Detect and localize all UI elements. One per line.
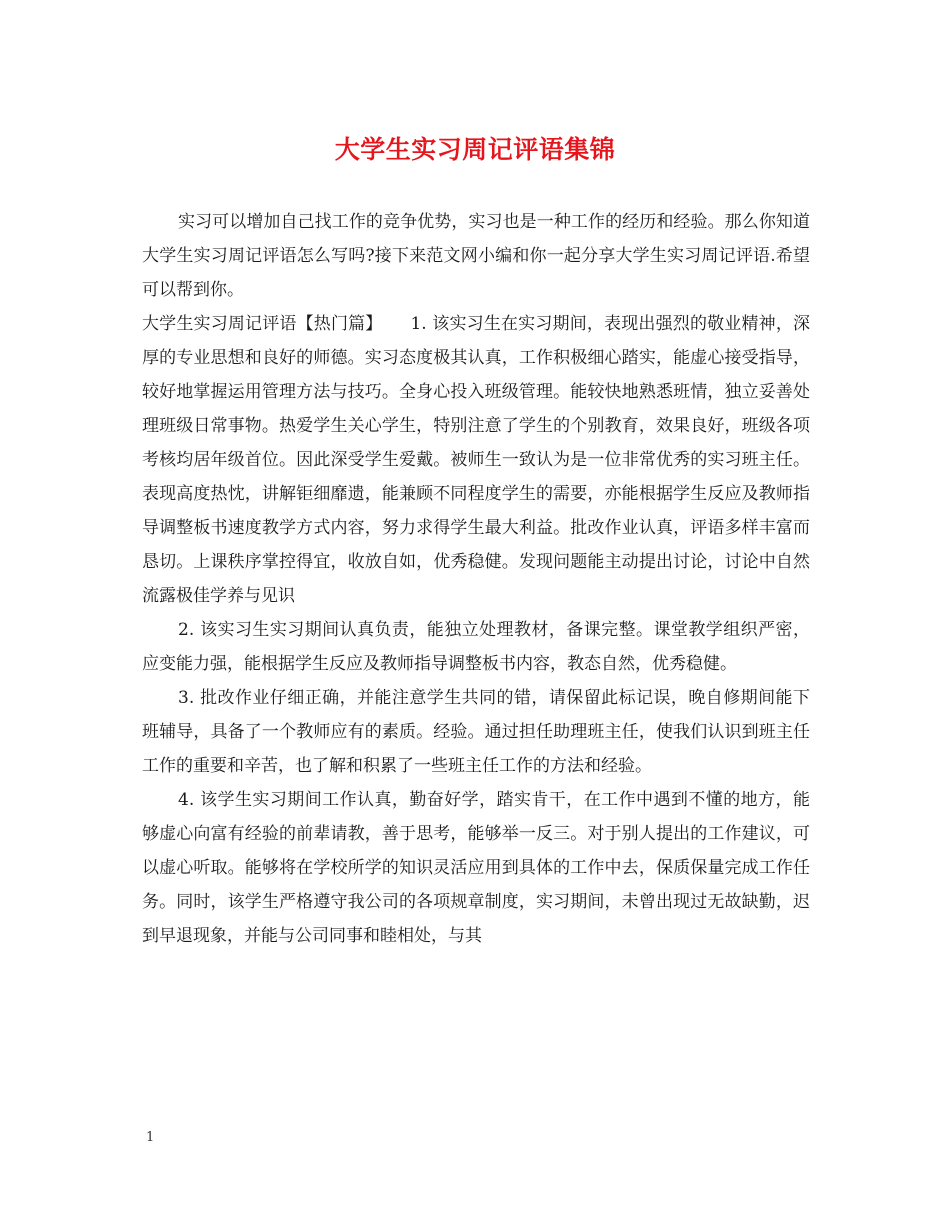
document-body bbox=[142, 205, 810, 953]
page-number: 1 bbox=[146, 1130, 155, 1145]
paragraph-4: 4. 该学生实习期间工作认真，勤奋好学，踏实肯干，在工作中遇到不懂的地方，能够虚心向富有经验的前辈请教，善于思考，能够举一反三。对于别人提出的工作建议，可以虚心听取。能够将在学校所学的知识灵活应用到具体的工作中去，保质保量完成工作任务。同时，该学生严格遵守我公司的各项规章制度，实习期间，未曾出现过无故缺勤，迟到早退现象，并能与公司同事和睦相处，与其 bbox=[142, 790, 810, 946]
intro-paragraph: 实习可以增加自己找工作的竞争优势，实习也是一种工作的经历和经验。那么你知道大学生实习周记评语怎么写吗?接下来范文网小编和你一起分享大学生实习周记评语.希望可以帮到你。 bbox=[142, 212, 810, 300]
paragraph-1-text: 1. 该实习生在实习期间，表现出强烈的敬业精神，深厚的专业思想和良好的师德。实习态度极其认真，工作积极细心踏实，能虚心接受指导，较好地掌握运用管理方法与技巧。全身心投入班级管理。能较快地熟悉班情，独立妥善处理班级日常事物。热爱学生关心学生，特别注意了学生的个别教育，效果良好，班级各项考核均居年级首位。因此深受学生爱戴。被师生一致认为是一位非常优秀的实习班主任。表现高度热忱，讲解钜细靡遗，能兼顾不同程度学生的需要，亦能根据学生反应及教师指导调整板书速度教学方式内容，努力求得学生最大利益。批改作业认真，评语多样丰富而恳切。上课秩序掌控得宜，收放自如，优秀稳健。发现问题能主动提出讨论，讨论中自然流露极佳学养与见识 bbox=[142, 314, 811, 606]
paragraph-2: 2. 该实习生实习期间认真负责，能独立处理教材，备课完整。课堂教学组织严密，应变能力强，能根据学生反应及教师指导调整板书内容，教态自然，优秀稳健。 bbox=[142, 620, 810, 674]
document-title: 大学生实习周记评语集锦 bbox=[334, 135, 616, 164]
paragraph-3: 3. 批改作业仔细正确，并能注意学生共同的错，请保留此标记误，晚自修期间能下班辅导，具备了一个教师应有的素质。经验。通过担任助理班主任，使我们认识到班主任工作的重要和辛苦，也了解和积累了一些班主任工作的方法和经验。 bbox=[142, 688, 810, 776]
section-heading: 大学生实习周记评语【热门篇】 bbox=[142, 314, 383, 334]
paragraph-1 bbox=[142, 307, 810, 613]
